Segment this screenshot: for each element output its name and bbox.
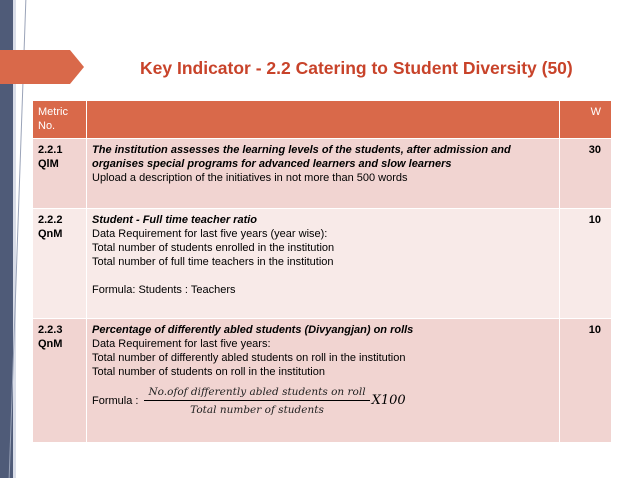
metrics-table: [32, 100, 612, 443]
metric-type: QnM: [38, 228, 63, 240]
description-line: Data Requirement for last five years (year wise):: [92, 228, 328, 240]
metric-type: QlM: [38, 158, 59, 170]
formula-label: Formula :: [92, 395, 139, 407]
header-description: [87, 101, 560, 139]
weight-cell: 10: [560, 319, 612, 443]
description-cell: [87, 139, 560, 209]
table-row: [33, 139, 612, 209]
description-line: Total number of students enrolled in the institution: [92, 242, 335, 254]
description-line: Total number of full time teachers in the institution: [92, 256, 334, 268]
table-row: [33, 319, 612, 443]
metric-type: QnM: [38, 338, 63, 350]
formula-text: Formula: Students : Teachers: [92, 284, 236, 296]
slide-title: Key Indicator - 2.2 Catering to Student Diversity (50): [140, 58, 573, 78]
description-line: Upload a description of the initiatives in not more than 500 words: [92, 172, 408, 184]
formula-denominator: Total number of students: [190, 404, 324, 416]
formula: [92, 385, 554, 417]
description-cell: [87, 209, 560, 319]
description-title: Student - Full time teacher ratio: [92, 214, 258, 226]
weight-cell: 10: [560, 209, 612, 319]
description-line: Total number of students on roll in the institution: [92, 366, 325, 378]
formula-fraction: [144, 385, 369, 417]
metric-cell: [33, 209, 87, 319]
description-title: Percentage of differently abled students (Divyangjan) on rolls: [92, 324, 414, 336]
metric-number: 2.2.2: [38, 214, 63, 226]
description-line: Total number of differently abled students on roll in the institution: [92, 352, 406, 364]
weight-cell: 30: [560, 139, 612, 209]
header-weight: W: [560, 101, 612, 139]
title-banner-arrow: [0, 50, 84, 84]
table-row: [33, 209, 612, 319]
formula-numerator: No.ofof differently abled students on roll: [144, 385, 369, 401]
metric-cell: [33, 319, 87, 443]
description-title: The institution assesses the learning levels of the students, after admission and organises special programs for advanced learners and slow learners: [92, 144, 511, 170]
formula-multiplier: X100: [371, 393, 406, 408]
table-header-row: [33, 101, 612, 139]
description-line: Data Requirement for last five years:: [92, 338, 271, 350]
metric-cell: [33, 139, 87, 209]
header-metric: Metric No.: [33, 101, 87, 139]
description-cell: [87, 319, 560, 443]
metric-number: 2.2.3: [38, 324, 63, 336]
metric-number: 2.2.1: [38, 144, 63, 156]
